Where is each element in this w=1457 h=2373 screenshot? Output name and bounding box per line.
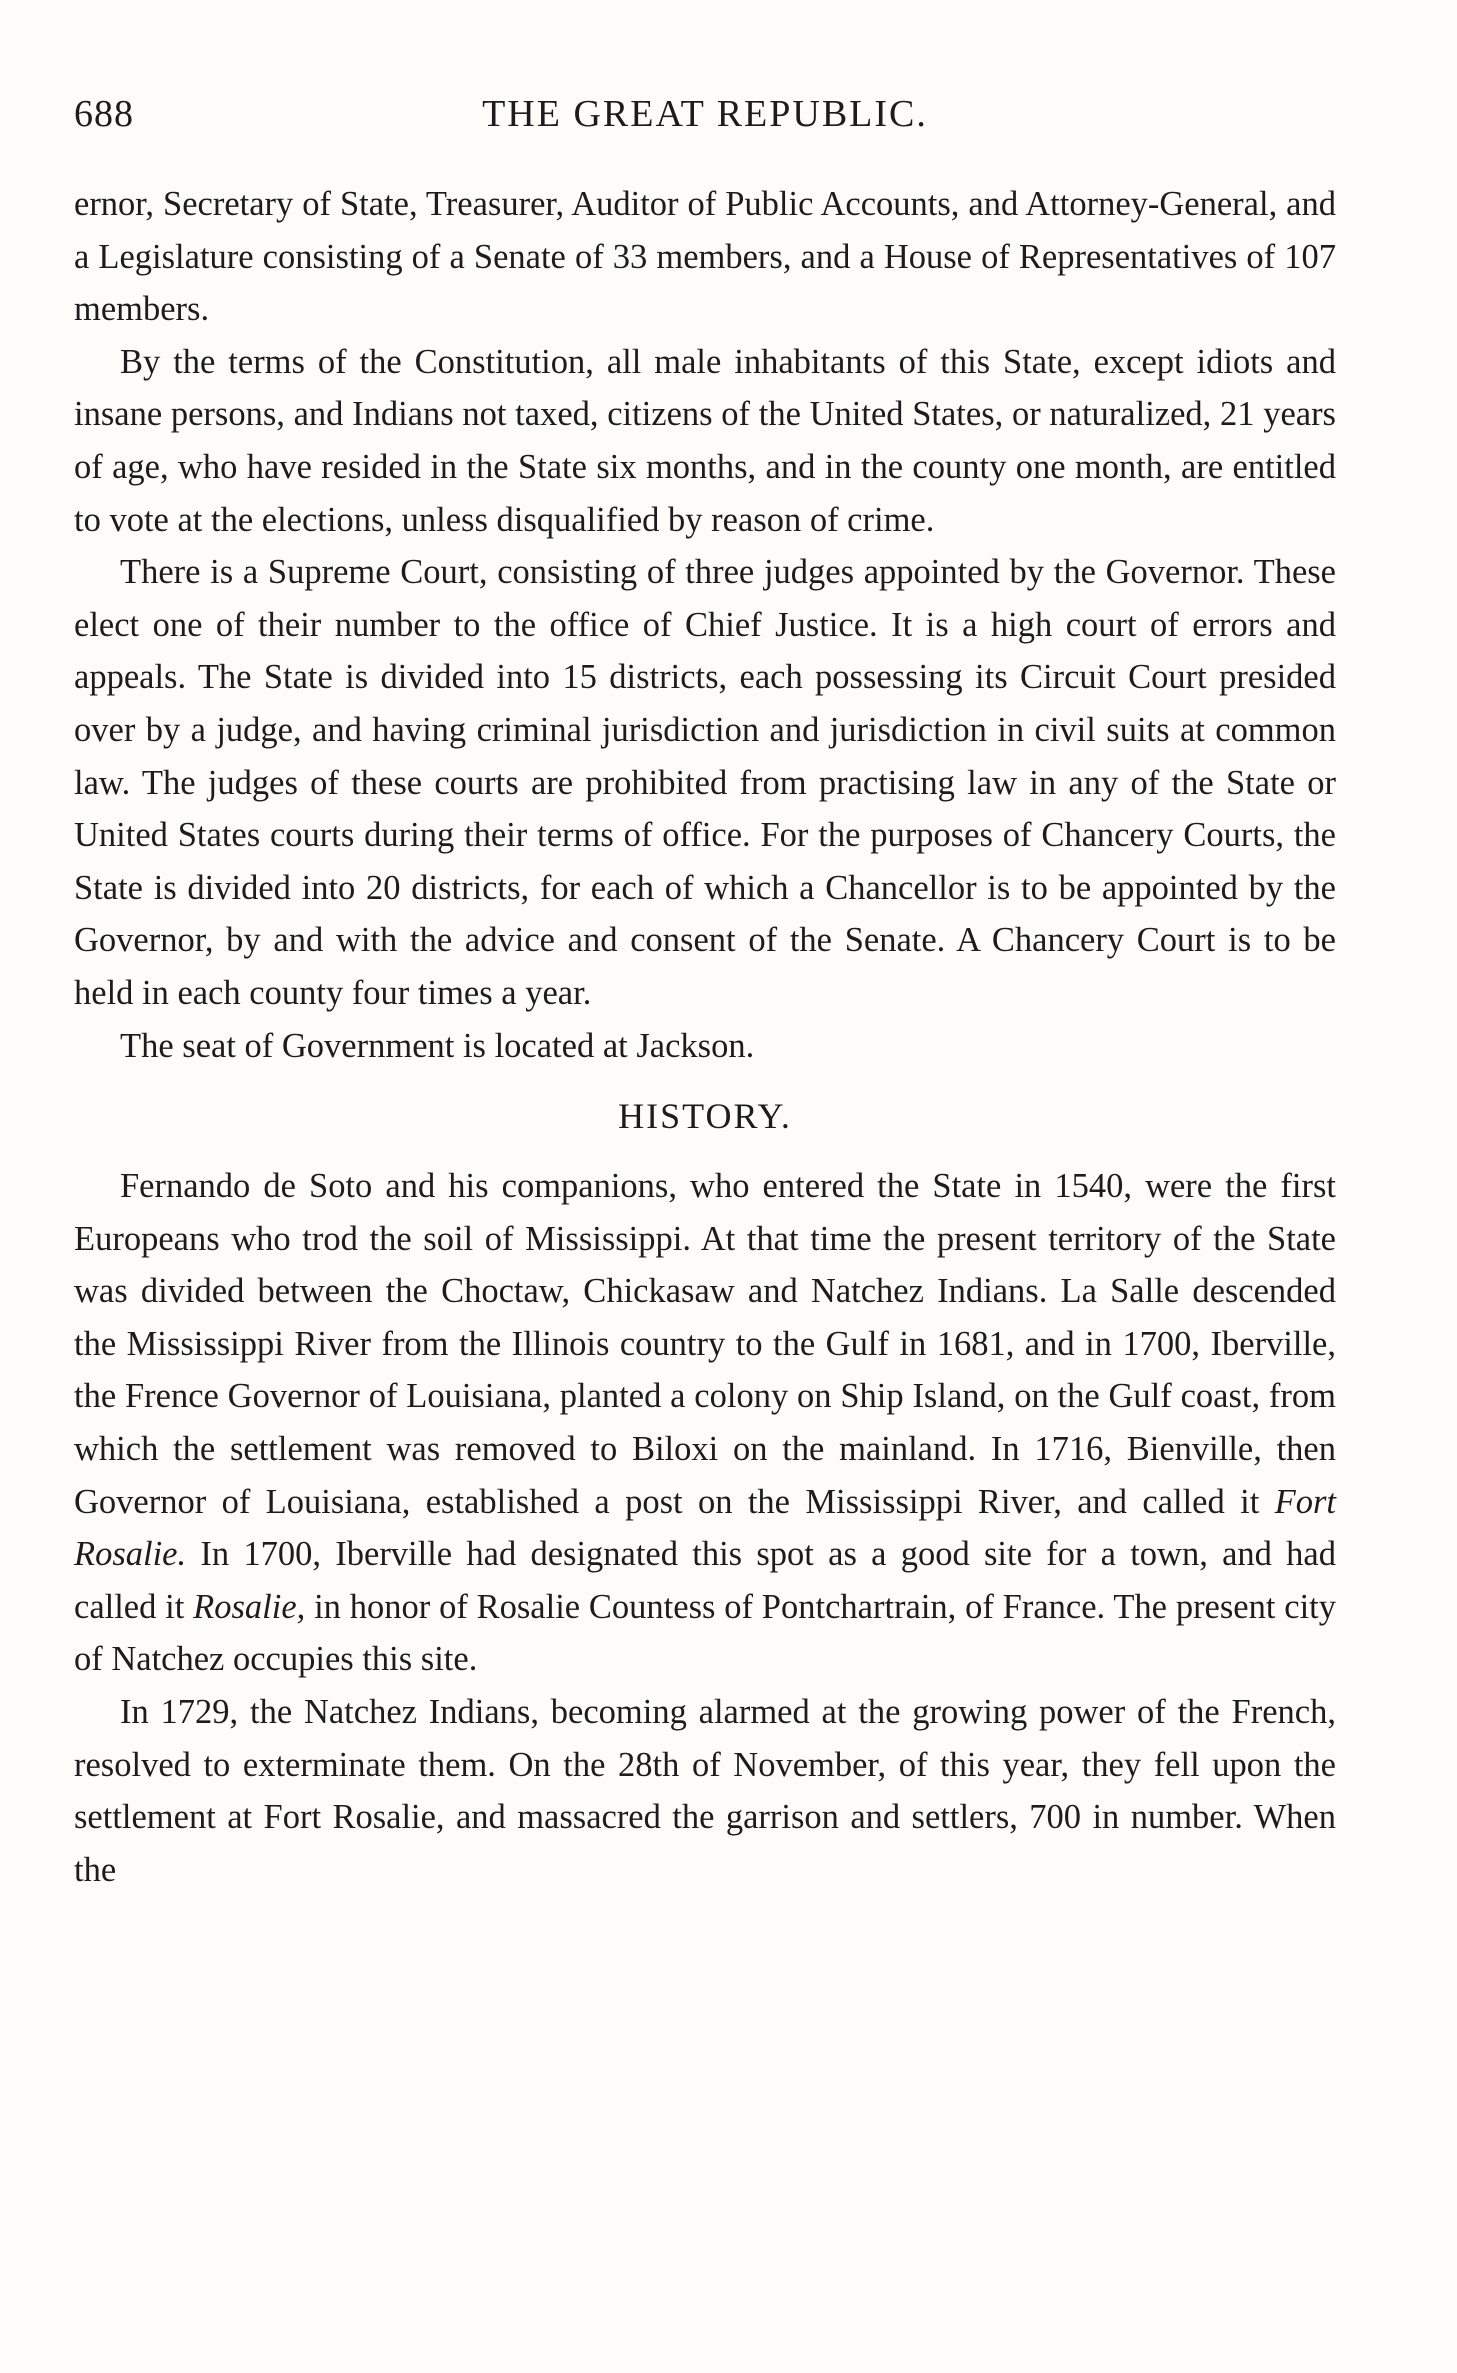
history-text-part2: In 1700, Iberville had designated this spot as a good site for a town, and had called it: [74, 1535, 1336, 1626]
page-number: 688: [74, 93, 134, 135]
running-head: [74, 92, 1336, 142]
history-text-part3: in honor of Rosalie Countess of Pontchartrain, of France. The present city of Natchez occupies this site.: [74, 1587, 1336, 1679]
paragraph-seat-of-government: The seat of Government is located at Jackson.: [120, 1026, 755, 1065]
paragraph-government-officers: ernor, Secretary of State, Treasurer, Auditor of Public Accounts, and Attorney-General, and a Legislature consisting of a Senate of 33 members, and a House of Representatives of 107 members.: [74, 185, 1336, 329]
paragraph-courts: There is a Supreme Court, consisting of three judges appointed by the Governor. These elect one of their number to the office of Chief Justice. It is a high court of errors and appeals. The State is divided into 15 districts, each possessing its Circuit Court presided over by a judge, and having criminal jurisdiction and jurisdiction in civil suits at common law. The judges of these courts are prohibited from practising law in any of the State or United States courts during their terms of office. For the purposes of Chancery Courts, the State is divided into 20 districts, for each of which a Chancellor is to be appointed by the Governor, by and with the advice and consent of the Senate. A Chancery Court is to be held in each county four times a year.: [74, 553, 1336, 1012]
paragraph-suffrage: By the terms of the Constitution, all male inhabitants of this State, except idiots and insane persons, and Indians not taxed, citizens of the United States, or naturalized, 21 years of age, who have resided in the State six months, and in the county one month, are entitled to vote at the elections, unless disqualified by reason of crime.: [74, 342, 1336, 539]
paragraph-history-early: [74, 1160, 1336, 1686]
body-text: [74, 178, 1336, 1896]
history-text-part1: Fernando de Soto and his companions, who entered the State in 1540, were the first Europeans who trod the soil of Mississippi. At that time the present territory of the State was divided between the Choctaw, Chickasaw and Natchez Indians. La Salle descended the Mississippi River from the Illinois country to the Gulf in 1681, and in 1700, Iberville, the Frence Governor of Louisiana, planted a colony on Ship Island, on the Gulf coast, from which the settlement was removed to Biloxi on the mainland. In 1716, Bienville, then Governor of Louisiana, established a post on the Mississippi River, and called it: [74, 1167, 1336, 1521]
section-heading-history: HISTORY.: [618, 1096, 792, 1137]
rosalie-italic: Rosalie,: [193, 1587, 306, 1626]
paragraph-natchez-massacre: In 1729, the Natchez Indians, becoming alarmed at the growing power of the French, resolved to exterminate them. On the 28th of November, of this year, they fell upon the settlement at Fort Rosalie, and massacred the garrison and settlers, 700 in number. When the: [74, 1693, 1336, 1889]
running-title: THE GREAT REPUBLIC.: [482, 93, 928, 135]
fort-rosalie-italic: Fort Rosalie.: [74, 1482, 1336, 1574]
